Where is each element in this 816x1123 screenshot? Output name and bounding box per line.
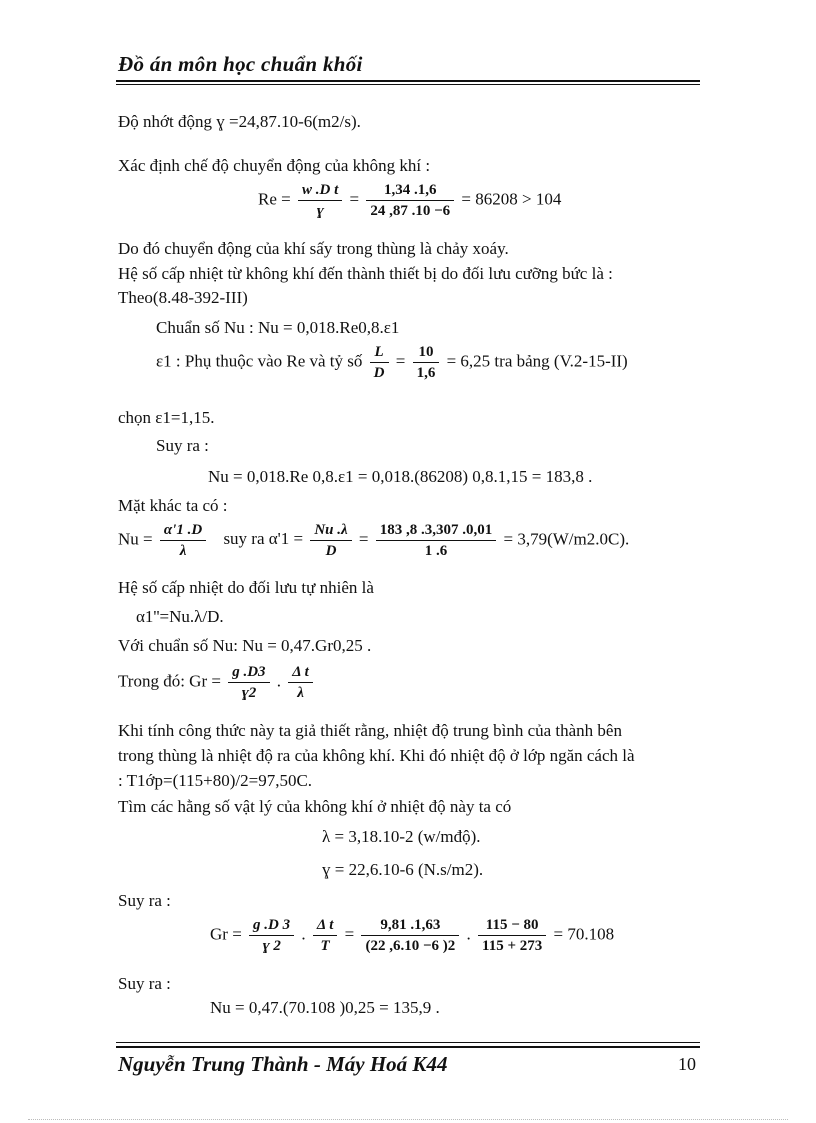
fraction bbox=[313, 915, 338, 956]
fraction-numerator: L bbox=[370, 342, 389, 363]
fraction-denominator: ɣ 2 bbox=[262, 938, 281, 954]
header-rule bbox=[116, 80, 700, 82]
fraction bbox=[298, 180, 342, 221]
text-line: α1''=Nu.λ/D. bbox=[136, 607, 224, 626]
fraction-denominator: D bbox=[373, 365, 385, 381]
equation-text: Gr = bbox=[210, 924, 242, 944]
text-line: Tìm các hằng số vật lý của không khí ở nhiệt độ này ta có bbox=[118, 797, 512, 816]
text-line: trong thùng là nhiệt độ ra của không khí. Khi đó nhiệt độ ở lớp ngăn cách là bbox=[118, 746, 635, 765]
footer-author: Nguyễn Trung Thành - Máy Hoá K44 bbox=[118, 1052, 448, 1076]
re-equation: Re = $\frac{\text{w .D t}}{\text{ɣ}}$ = $\frac{1,34 .1,6}{24 ,87 .10 -6}$ = 86208 > 104 bbox=[258, 182, 562, 219]
text-line: Nu = 0,47.(70.108 )0,25 = 135,9 . bbox=[210, 998, 440, 1017]
page-header-title: Đồ án môn học chuẩn khối bbox=[118, 52, 363, 76]
fraction bbox=[249, 915, 294, 956]
fraction bbox=[310, 520, 351, 561]
footer-rule-thick bbox=[116, 1046, 700, 1048]
text-line: ɣ = 22,6.10-6 (N.s/m2). bbox=[322, 860, 484, 879]
gr-equation: Gr = $\frac{g .D 3}{\text{ɣ 2}}$ . $\frac{\text{Δ t}}{T}$ = $\frac{9,81 .1,63}{(22 ,6.10 -6 )2}$ . $\frac{115 - 80}{115 + 273}$ = 70.108 bbox=[210, 917, 615, 954]
fraction bbox=[361, 915, 459, 956]
text-line: Với chuẩn số Nu: Nu = 0,47.Gr0,25 . bbox=[118, 636, 372, 655]
fraction-numerator: 10 bbox=[413, 342, 440, 363]
equation-text: Nu = bbox=[118, 529, 153, 549]
fraction-numerator: Δ t bbox=[313, 915, 338, 936]
equation-text: ε1 : Phụ thuộc vào Re và tỷ số bbox=[156, 351, 363, 371]
footer-rule bbox=[116, 1042, 700, 1043]
fraction-denominator: (22 ,6.10 −6 )2 bbox=[365, 938, 456, 954]
text-line: Hệ số cấp nhiệt từ không khí đến thành thiết bị do đối lưu cưỡng bức là : bbox=[118, 264, 613, 283]
gr-definition: Trong đó: Gr = $\frac{g .D3}{\text{ɣ2}}$ . $\frac{\text{Δ t}}{\lambda}$ bbox=[118, 662, 316, 703]
equation-text: = 3,79(W/m2.0C). bbox=[503, 529, 630, 549]
text-line: Suy ra : bbox=[118, 974, 171, 993]
fraction-numerator: 9,81 .1,63 bbox=[361, 915, 459, 936]
fraction bbox=[478, 915, 546, 956]
text-line: Hệ số cấp nhiệt do đối lưu tự nhiên là bbox=[118, 578, 374, 597]
fraction bbox=[160, 520, 206, 561]
text-line: : T1ớp=(115+80)/2=97,50C. bbox=[118, 771, 313, 790]
fraction bbox=[288, 662, 313, 703]
equation-text: = 6,25 tra bảng (V.2-15-II) bbox=[446, 351, 628, 371]
fraction-numerator: 1,34 .1,6 bbox=[366, 180, 454, 201]
nu-equation: Nu = $\frac{\alpha'1 .D}{\lambda}$ suy ra α'1 = $\frac{Nu .\lambda}{D}$ = $\frac{183 ,8 .3,307 .0,01}{1 .6}$ = 3,79(W/m2.0C). bbox=[118, 522, 630, 559]
text-line: Độ nhớt động ɣ =24,87.10-6(m2/s). bbox=[118, 112, 361, 131]
text-line: Khi tính công thức này ta giả thiết rằng, nhiệt độ trung bình của thành bên bbox=[118, 721, 622, 740]
text-line: Nu = 0,018.Re 0,8.ε1 = 0,018.(86208) 0,8.1,15 = 183,8 . bbox=[208, 467, 593, 486]
text-line: λ = 3,18.10-2 (w/mđộ). bbox=[322, 827, 481, 846]
page-number: 10 bbox=[678, 1054, 696, 1074]
equation-text: = 70.108 bbox=[553, 924, 615, 944]
text-line: Suy ra : bbox=[118, 891, 171, 910]
ratio-line: ε1 : Phụ thuộc vào Re và tỷ số $\frac{L}{D}$ = $\frac{10}{1,6}$ = 6,25 tra bảng (V.2-15-II) bbox=[156, 344, 628, 381]
fraction bbox=[228, 662, 269, 703]
header-rule-thin bbox=[116, 84, 700, 85]
fraction-numerator: Δ t bbox=[288, 662, 313, 683]
fraction-denominator: D bbox=[325, 543, 337, 559]
fraction bbox=[413, 342, 440, 383]
fraction-denominator: 1 .6 bbox=[424, 543, 448, 559]
fraction-denominator: ɣ2 bbox=[241, 685, 257, 701]
fraction-numerator: α'1 .D bbox=[160, 520, 206, 541]
equation-text: Re = bbox=[258, 189, 291, 209]
fraction bbox=[376, 520, 497, 561]
fraction-numerator: 115 − 80 bbox=[478, 915, 546, 936]
fraction-numerator: 183 ,8 .3,307 .0,01 bbox=[376, 520, 497, 541]
fraction-numerator: w .D t bbox=[298, 180, 342, 201]
text-line: Do đó chuyển động của khí sấy trong thùng là chảy xoáy. bbox=[118, 239, 509, 258]
text-line: Chuẩn số Nu : Nu = 0,018.Re0,8.ε1 bbox=[156, 318, 400, 337]
text-line: chọn ε1=1,15. bbox=[118, 408, 215, 427]
fraction-denominator: λ bbox=[179, 543, 187, 559]
text-line: Suy ra : bbox=[156, 436, 209, 455]
fraction-denominator: 24 ,87 .10 −6 bbox=[370, 203, 451, 219]
fraction bbox=[370, 342, 389, 383]
fraction-denominator: ɣ bbox=[316, 203, 324, 219]
fraction-numerator: g .D 3 bbox=[249, 915, 294, 936]
text-line: Mặt khác ta có : bbox=[118, 496, 228, 515]
fraction-numerator: Nu .λ bbox=[310, 520, 351, 541]
fraction-denominator: 1,6 bbox=[416, 365, 436, 381]
equation-text: = 86208 > 104 bbox=[461, 189, 562, 209]
fraction bbox=[366, 180, 454, 221]
fraction-denominator: 115 + 273 bbox=[482, 938, 543, 954]
equation-text: suy ra α'1 = bbox=[223, 529, 304, 549]
page-bottom-border bbox=[28, 1119, 788, 1120]
text-line: Xác định chế độ chuyển động của không khí : bbox=[118, 156, 431, 175]
equation-text: Trong đó: Gr = bbox=[118, 671, 221, 691]
fraction-denominator: λ bbox=[297, 685, 304, 701]
text-line: Theo(8.48-392-III) bbox=[118, 288, 248, 307]
fraction-denominator: T bbox=[320, 938, 330, 954]
fraction-numerator: g .D3 bbox=[228, 662, 269, 683]
